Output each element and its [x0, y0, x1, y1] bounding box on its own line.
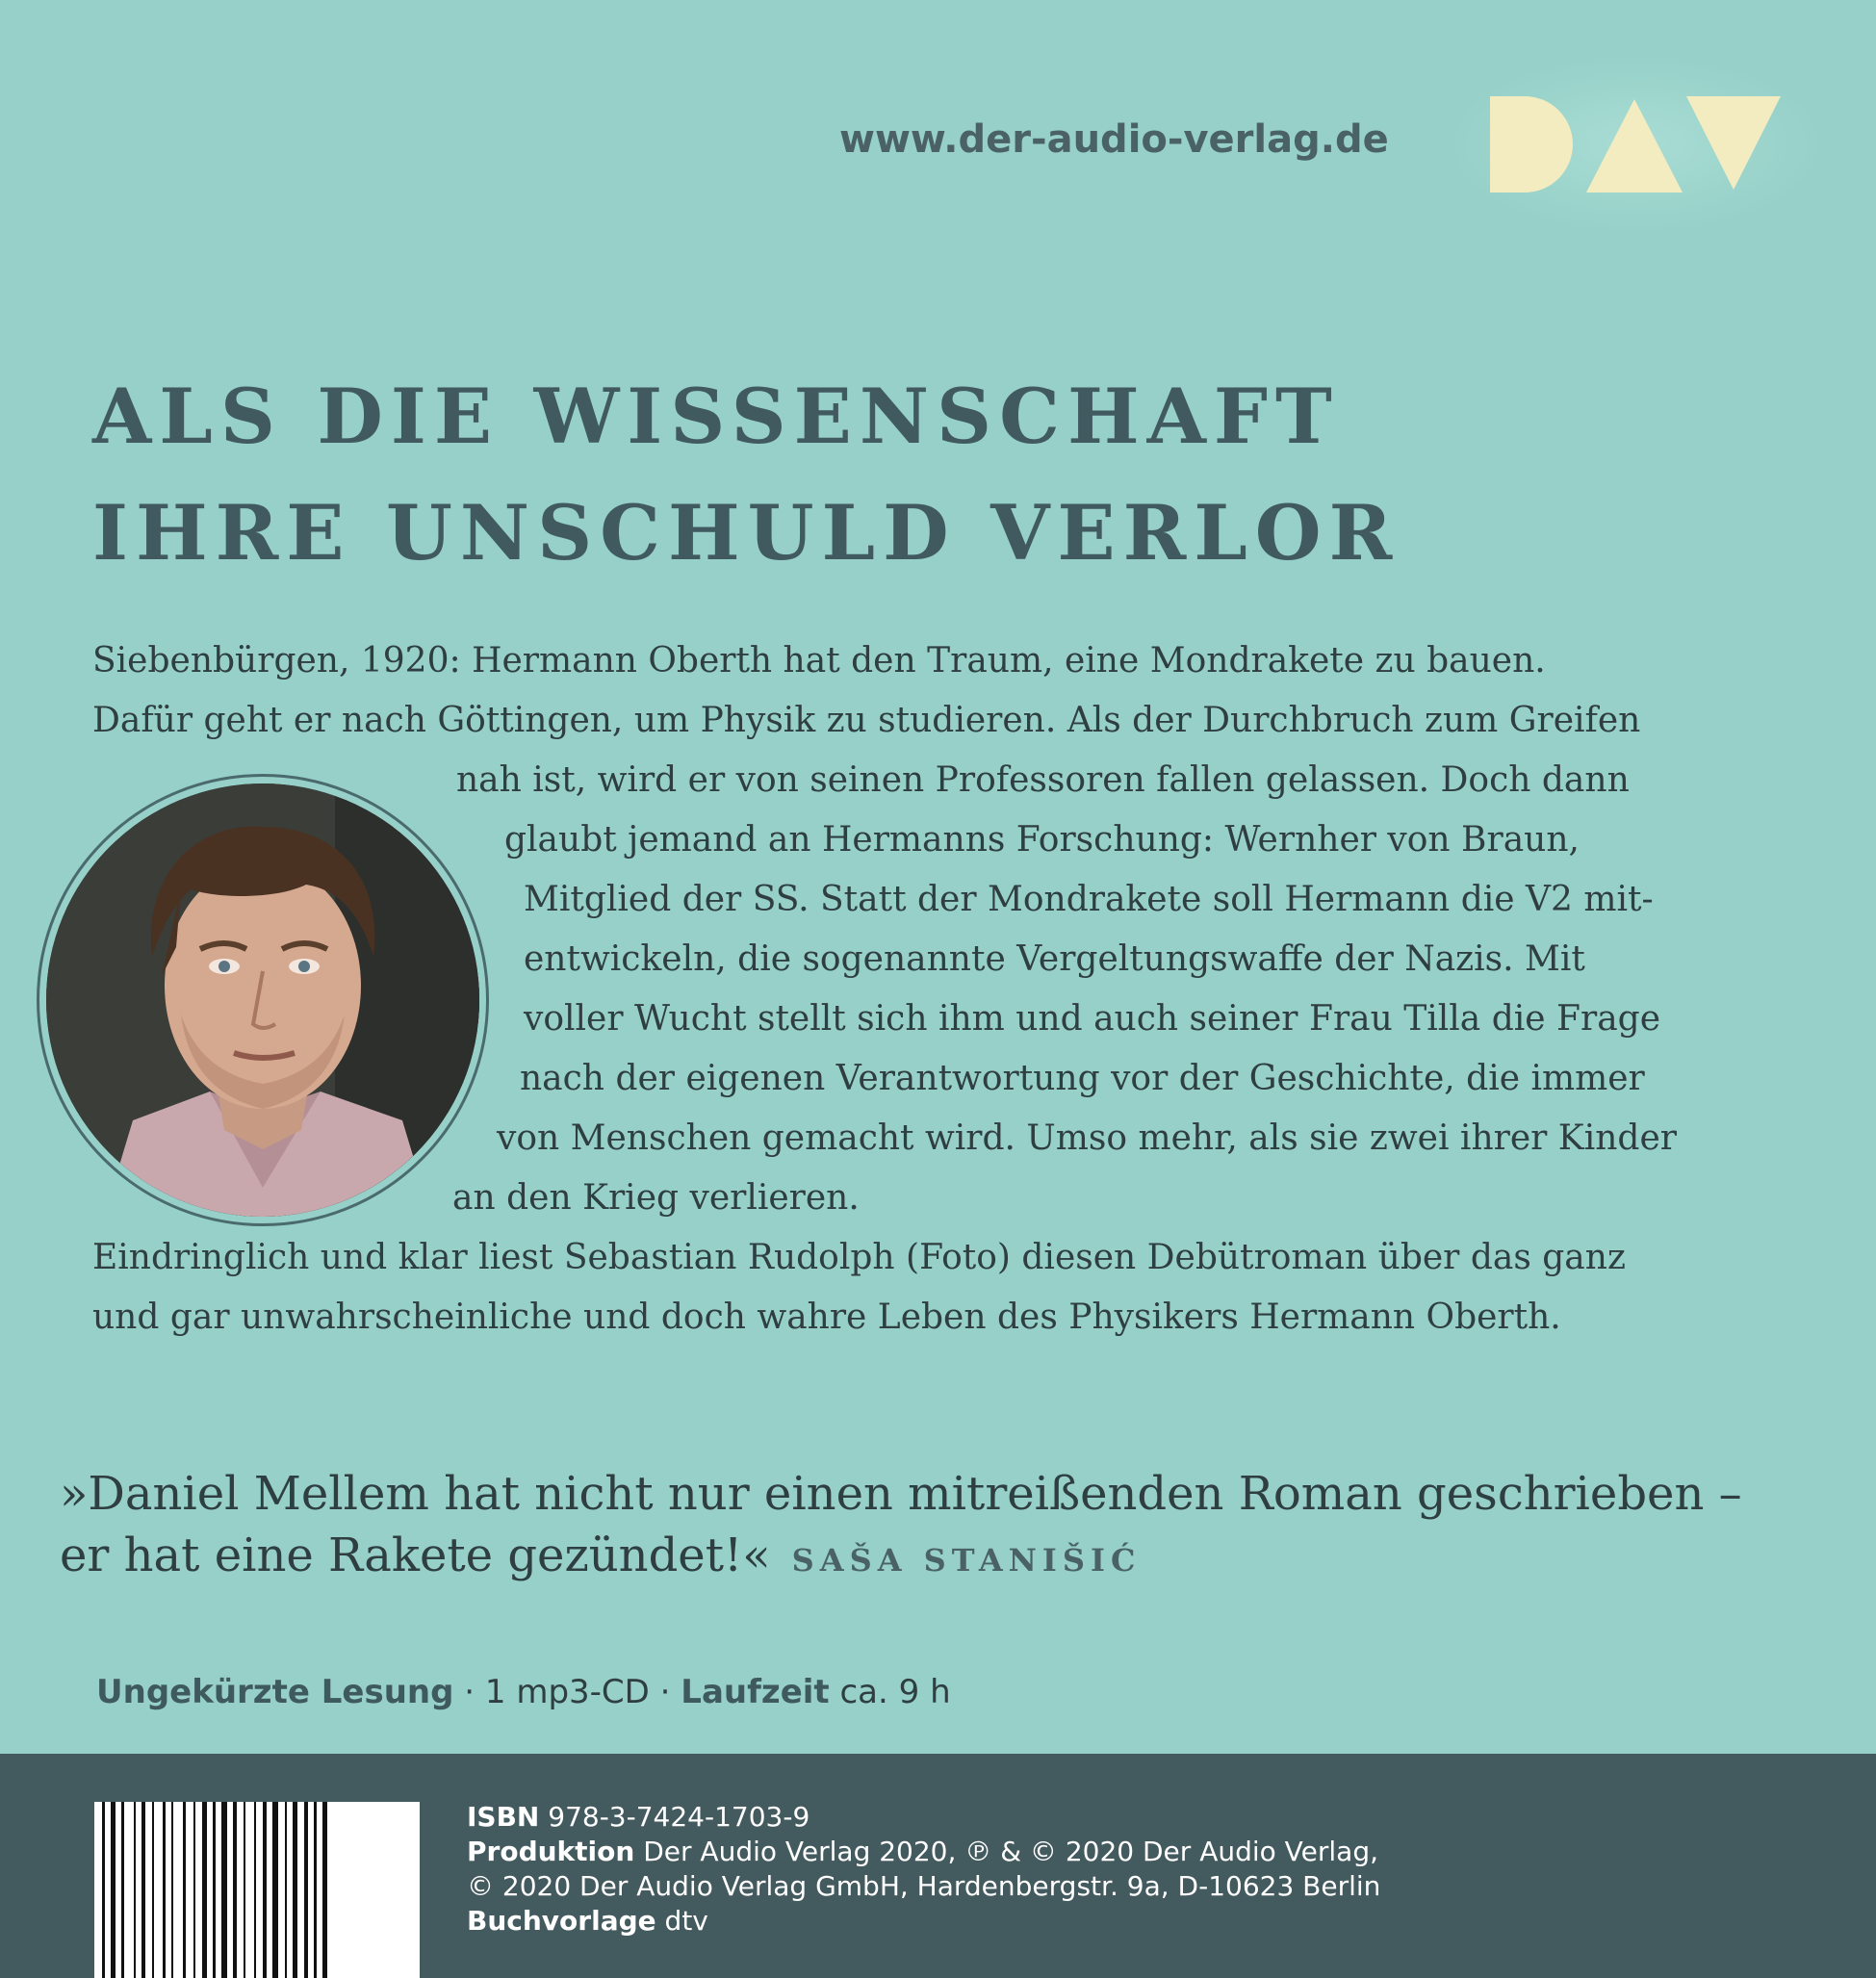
- format-runtime-label: Laufzeit: [681, 1673, 830, 1711]
- quote-author: SAŠA STANIŠIĆ: [791, 1542, 1142, 1579]
- production-value: Der Audio Verlag 2020, ℗ & © 2020 Der Audio Verlag,: [634, 1836, 1379, 1867]
- barcode-bar: [254, 1802, 256, 1978]
- narrator-photo: [46, 783, 479, 1217]
- dav-logo: [1490, 96, 1781, 193]
- barcode-bar: [141, 1802, 145, 1978]
- description-line: glaubt jemand an Hermanns Forschung: Wernher von Braun,: [504, 820, 1580, 860]
- format-reading-type: Ungekürzte Lesung: [96, 1673, 454, 1711]
- barcode-bar: [163, 1802, 166, 1978]
- isbn-line: [467, 1800, 1380, 1835]
- description-line: Eindringlich und klar liest Sebastian Rudolph (Foto) diesen Debütroman über das ganz: [92, 1238, 1626, 1277]
- quote-line-1: »Daniel Mellem hat nicht nur einen mitreißenden Roman geschrieben –: [60, 1467, 1742, 1521]
- format-medium: 1 mp3-CD: [484, 1673, 650, 1711]
- barcode-bar: [244, 1802, 245, 1978]
- description-line: an den Krieg verlieren.: [452, 1178, 860, 1218]
- publication-info: [467, 1800, 1380, 1939]
- headline-line-1: ALS DIE WISSENSCHAFT: [92, 372, 1340, 461]
- barcode-bar: [314, 1802, 317, 1978]
- barcode-bar: [263, 1802, 267, 1978]
- description-line: und gar unwahrscheinliche und doch wahre Leben des Physikers Hermann Oberth.: [92, 1297, 1561, 1337]
- barcode-bar: [293, 1802, 297, 1978]
- production-label: Produktion: [467, 1836, 635, 1867]
- barcode-bar: [322, 1802, 327, 1978]
- copyright-line: © 2020 Der Audio Verlag GmbH, Hardenbergstr. 9a, D-10623 Berlin: [467, 1870, 1381, 1902]
- source-label: Buchvorlage: [467, 1905, 656, 1937]
- format-separator: ·: [649, 1673, 681, 1711]
- barcode-bar: [121, 1802, 124, 1978]
- format-info: [96, 1673, 951, 1711]
- barcode-bar: [193, 1802, 195, 1978]
- narrator-portrait-illustration: [46, 783, 479, 1217]
- logo-letter-v: [1686, 96, 1781, 190]
- barcode-bar: [183, 1802, 186, 1978]
- barcode-bar: [134, 1802, 136, 1978]
- description-line: nah ist, wird er von seinen Professoren fallen gelassen. Doch dann: [456, 760, 1630, 800]
- website-url[interactable]: www.der-audio-verlag.de: [839, 117, 1389, 162]
- format-runtime-value: ca. 9 h: [829, 1673, 951, 1711]
- production-line: [467, 1835, 1380, 1869]
- barcode-bar: [111, 1802, 116, 1978]
- description-line: Mitglied der SS. Statt der Mondrakete soll Hermann die V2 mit-: [524, 880, 1654, 919]
- barcode-bar: [213, 1802, 216, 1978]
- quote-line-2: er hat eine Rakete gezündet!«: [60, 1528, 771, 1582]
- barcode-bar: [233, 1802, 237, 1978]
- barcode-bar: [152, 1802, 154, 1978]
- logo-letter-a: [1586, 99, 1683, 193]
- format-separator: ·: [453, 1673, 485, 1711]
- isbn-value: 978-3-7424-1703-9: [539, 1801, 810, 1833]
- headline: [92, 358, 1400, 591]
- headline-line-2: IHRE UNSCHULD VERLOR: [92, 488, 1401, 578]
- logo-letter-d: [1490, 96, 1573, 193]
- description-line: von Menschen gemacht wird. Umso mehr, als sie zwei ihrer Kinder: [497, 1118, 1677, 1158]
- description-line: Dafür geht er nach Göttingen, um Physik zu studieren. Als der Durchbruch zum Greifen: [92, 701, 1641, 740]
- barcode-bar: [221, 1802, 227, 1978]
- barcode-bar: [171, 1802, 173, 1978]
- source-value: dtv: [655, 1905, 708, 1937]
- description-line: entwickeln, die sogenannte Vergeltungswaffe der Nazis. Mit: [524, 939, 1585, 979]
- barcode-bar: [102, 1802, 105, 1978]
- description-line: voller Wucht stellt sich ihm und auch seiner Frau Tilla die Frage: [524, 999, 1661, 1039]
- barcode-bar: [202, 1802, 207, 1978]
- source-line: [467, 1904, 1380, 1939]
- quote: [60, 1463, 1742, 1591]
- barcode: [94, 1802, 420, 1978]
- description-line: nach der eigenen Verantwortung vor der Geschichte, die immer: [520, 1059, 1645, 1098]
- barcode-bar: [272, 1802, 278, 1978]
- isbn-label: ISBN: [467, 1801, 540, 1833]
- description-line: Siebenbürgen, 1920: Hermann Oberth hat den Traum, eine Mondrakete zu bauen.: [92, 641, 1546, 681]
- barcode-bar: [304, 1802, 308, 1978]
- barcode-bar: [285, 1802, 287, 1978]
